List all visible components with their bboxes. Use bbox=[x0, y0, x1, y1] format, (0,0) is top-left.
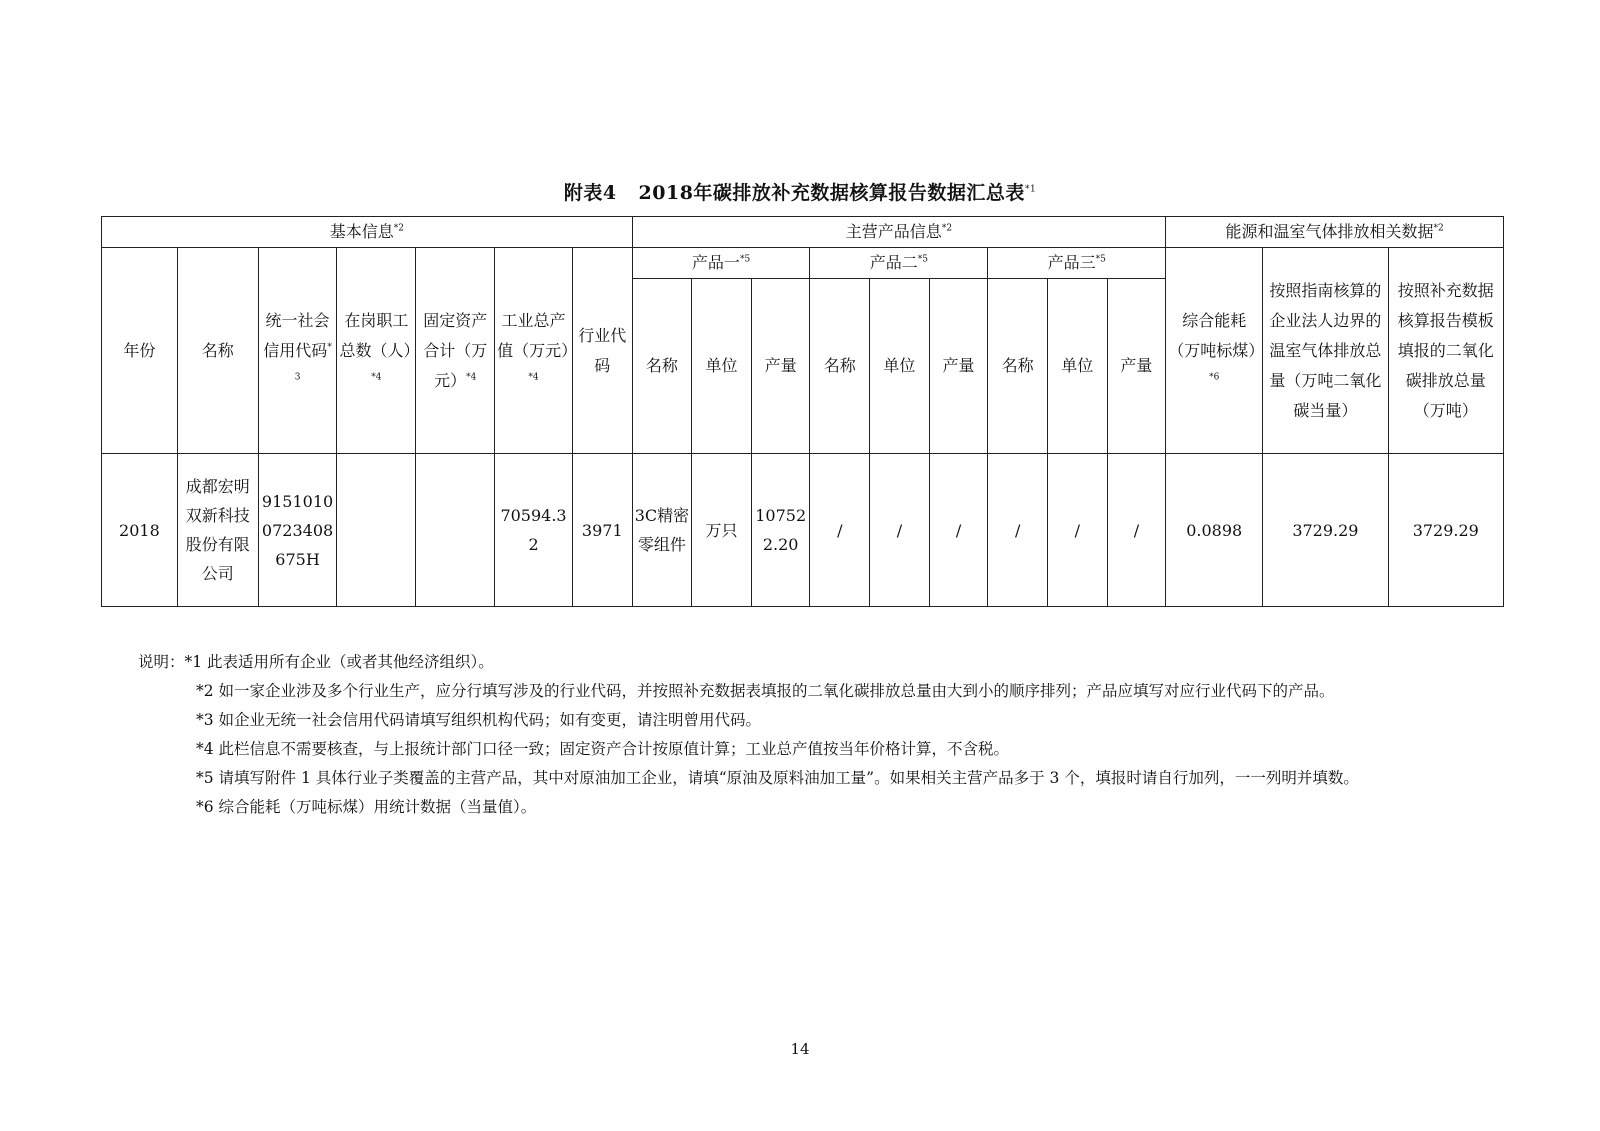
group-basic-info: 基本信息$^{*2}$ bbox=[102, 217, 633, 248]
notes-prefix: 说明： bbox=[138, 653, 185, 671]
cell-p2-unit: / bbox=[870, 454, 930, 607]
table-title bbox=[0, 178, 1600, 205]
group-product-info: 主营产品信息$^{*2}$ bbox=[632, 217, 1166, 248]
col-p1-unit: 单位 bbox=[692, 279, 752, 454]
col-output-value: 工业总产值（万元）$^{*4}$ bbox=[495, 248, 573, 454]
cell-company-name: 成都宏明双新科技股份有限公司 bbox=[177, 454, 258, 607]
col-p2-unit: 单位 bbox=[870, 279, 930, 454]
col-p3-name: 名称 bbox=[988, 279, 1048, 454]
note-4: *4 此栏信息不需要核查，与上报统计部门口径一致；固定资产合计按原值计算；工业总产值按当年价格计算，不含税。 bbox=[196, 740, 1010, 758]
cell-p2-qty: / bbox=[929, 454, 988, 607]
col-p2-name: 名称 bbox=[810, 279, 870, 454]
col-name: 名称 bbox=[177, 248, 258, 454]
col-industry-code: 行业代码 bbox=[572, 248, 632, 454]
table-title-text: 2018年碳排放补充数据核算报告数据汇总表 bbox=[638, 182, 1025, 204]
cell-credit-code: 91510100723408675H bbox=[258, 454, 337, 607]
cell-co2-total: 3729.29 bbox=[1388, 454, 1503, 607]
notes bbox=[138, 648, 1468, 822]
cell-energy-consumption: 0.0898 bbox=[1166, 454, 1263, 607]
title-note-mark: *1 bbox=[1024, 184, 1037, 195]
note-3: *3 如企业无统一社会信用代码请填写组织机构代码；如有变更，请注明曾用代码。 bbox=[196, 711, 762, 729]
table-code: 附表4 bbox=[563, 182, 617, 204]
group-product-2: 产品二$^{*5}$ bbox=[810, 248, 988, 279]
group-energy-ghg: 能源和温室气体排放相关数据$^{*2}$ bbox=[1166, 217, 1504, 248]
cell-p2-name: / bbox=[810, 454, 870, 607]
cell-employees bbox=[337, 454, 416, 607]
cell-p3-qty: / bbox=[1107, 454, 1166, 607]
cell-p1-name: 3C精密零组件 bbox=[632, 454, 692, 607]
cell-p3-name: / bbox=[988, 454, 1048, 607]
col-co2-total: 按照补充数据核算报告模板填报的二氧化碳排放总量（万吨） bbox=[1388, 248, 1503, 454]
col-ghg-total: 按照指南核算的企业法人边界的温室气体排放总量（万吨二氧化碳当量） bbox=[1263, 248, 1388, 454]
col-p1-qty: 产量 bbox=[751, 279, 810, 454]
cell-fixed-assets bbox=[416, 454, 495, 607]
cell-p1-qty: 107522.20 bbox=[751, 454, 810, 607]
note-6: *6 综合能耗（万吨标煤）用统计数据（当量值）。 bbox=[196, 798, 537, 816]
col-p3-qty: 产量 bbox=[1107, 279, 1166, 454]
group-product-1: 产品一$^{*5}$ bbox=[632, 248, 810, 279]
note-5: *5 请填写附件 1 具体行业子类覆盖的主营产品，其中对原油加工企业，请填“原油及原料油加工量”。如果相关主营产品多于 3 个，填报时请自行加列，一一列明并填数。 bbox=[196, 769, 1359, 787]
col-p1-name: 名称 bbox=[632, 279, 692, 454]
cell-p3-unit: / bbox=[1047, 454, 1107, 607]
col-fixed-assets: 固定资产合计（万元）$^{*4}$ bbox=[416, 248, 495, 454]
col-credit-code: 统一社会信用代码$^{*3}$ bbox=[258, 248, 337, 454]
cell-industry-code: 3971 bbox=[572, 454, 632, 607]
col-p2-qty: 产量 bbox=[929, 279, 988, 454]
summary-table bbox=[101, 216, 1504, 607]
col-p3-unit: 单位 bbox=[1047, 279, 1107, 454]
table-row bbox=[102, 454, 1504, 607]
note-2: *2 如一家企业涉及多个行业生产，应分行填写涉及的行业代码，并按照补充数据表填报的二氧化碳排放总量由大到小的顺序排列；产品应填写对应行业代码下的产品。 bbox=[196, 682, 1335, 700]
cell-ghg-total: 3729.29 bbox=[1263, 454, 1388, 607]
note-1: 说明：*1 此表适用所有企业（或者其他经济组织）。 bbox=[138, 653, 494, 671]
cell-year: 2018 bbox=[102, 454, 178, 607]
col-energy-consumption: 综合能耗（万吨标煤）$^{*6}$ bbox=[1166, 248, 1263, 454]
col-employees: 在岗职工总数（人）$^{*4}$ bbox=[337, 248, 416, 454]
group-product-3: 产品三$^{*5}$ bbox=[988, 248, 1166, 279]
col-year: 年份 bbox=[102, 248, 178, 454]
cell-output-value: 70594.32 bbox=[495, 454, 573, 607]
page-number: 14 bbox=[790, 1040, 810, 1058]
cell-p1-unit: 万只 bbox=[692, 454, 752, 607]
